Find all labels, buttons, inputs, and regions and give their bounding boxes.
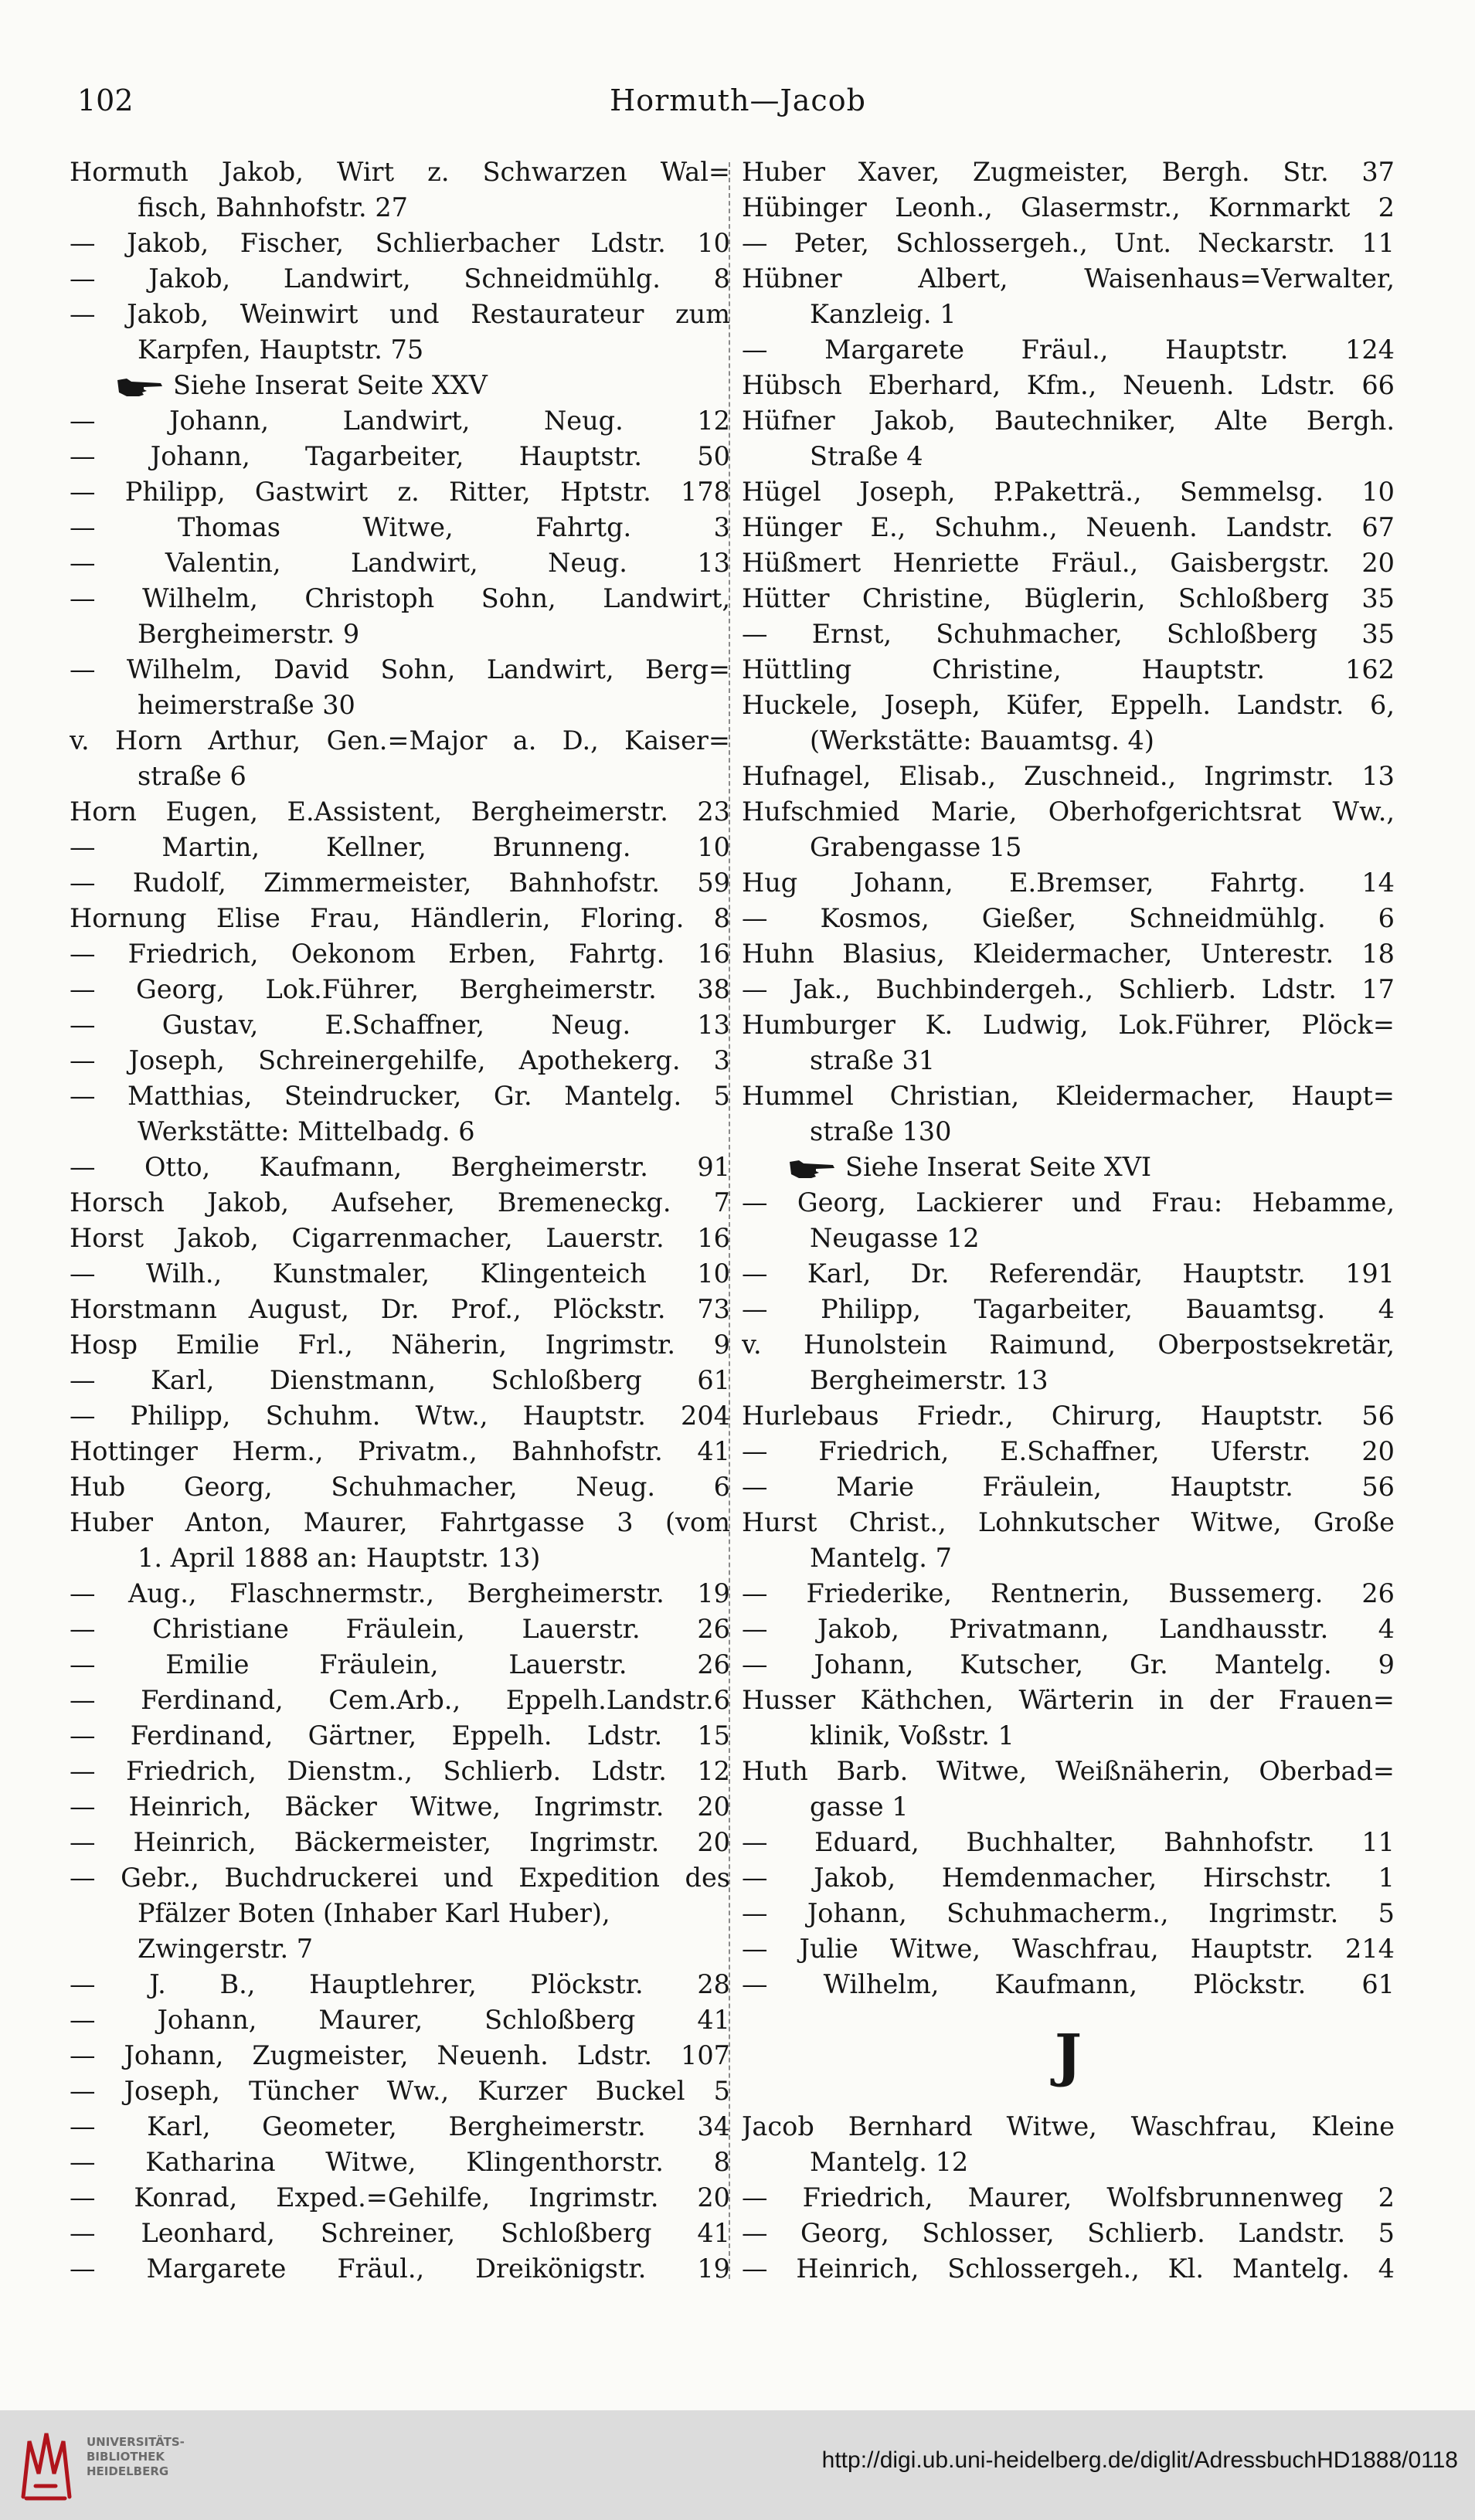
directory-entry: Hummel Christian, Kleidermacher, Haupt= [742, 1081, 1395, 1111]
directory-entry: Huber Anton, Maurer, Fahrtgasse 3 (vom [70, 1507, 730, 1537]
directory-entry: — Friedrich, E.Schaffner, Uferstr. 20 [742, 1436, 1395, 1466]
directory-entry: — Philipp, Schuhm. Wtw., Hauptstr. 204 [70, 1401, 730, 1431]
entry-continuation: straße 31 [810, 1045, 936, 1075]
directory-entry: — Marie Fräulein, Hauptstr. 56 [742, 1472, 1395, 1502]
entry-continuation: Zwingerstr. 7 [138, 1934, 314, 1964]
directory-entry: — Friedrich, Oekonom Erben, Fahrtg. 16 [70, 939, 730, 969]
directory-entry: — Wilh., Kunstmaler, Klingenteich 10 [70, 1258, 730, 1289]
column-divider [729, 162, 730, 2279]
directory-entry: Horn Eugen, E.Assistent, Bergheimerstr. 23 [70, 796, 730, 827]
directory-entry: Hügel Joseph, P.Paketträ., Semmelsg. 10 [742, 477, 1395, 507]
directory-entry: — Wilhelm, Kaufmann, Plöckstr. 61 [742, 1969, 1395, 1999]
directory-entry: Hütter Christine, Büglerin, Schloßberg 35 [742, 583, 1395, 613]
directory-entry: — Jakob, Landwirt, Schneidmühlg. 8 [70, 263, 730, 294]
directory-entry: — Thomas Witwe, Fahrtg. 3 [70, 512, 730, 542]
directory-entry: — Jak., Buchbindergeh., Schlierb. Ldstr. 17 [742, 974, 1395, 1004]
directory-entry: — Wilhelm, David Sohn, Landwirt, Berg= [70, 654, 730, 684]
directory-entry: — Leonhard, Schreiner, Schloßberg 41 [70, 2218, 730, 2248]
entry-continuation: fisch, Bahnhofstr. 27 [138, 192, 408, 222]
directory-entry: — J. B., Hauptlehrer, Plöckstr. 28 [70, 1969, 730, 1999]
directory-entry: — Karl, Geometer, Bergheimerstr. 34 [70, 2111, 730, 2141]
directory-entry: — Georg, Lackierer und Frau: Hebamme, [742, 1187, 1395, 1218]
directory-entry: Huber Xaver, Zugmeister, Bergh. Str. 37 [742, 157, 1395, 187]
entry-continuation: klinik, Voßstr. 1 [810, 1720, 1014, 1751]
advertisement-notice [70, 368, 730, 403]
entry-continuation: straße 130 [810, 1116, 952, 1146]
directory-entry: — Gebr., Buchdruckerei und Expedition des [70, 1863, 730, 1893]
directory-entry: — Georg, Schlosser, Schlierb. Landstr. 5 [742, 2218, 1395, 2248]
directory-entry: — Ferdinand, Cem.Arb., Eppelh.Landstr.6 [70, 1685, 730, 1715]
directory-entry: Hübner Albert, Waisenhaus=Verwalter, [742, 263, 1395, 294]
directory-entry: v. Hunolstein Raimund, Oberpostsekretär, [742, 1330, 1395, 1360]
directory-entry: Horst Jakob, Cigarrenmacher, Lauerstr. 16 [70, 1223, 730, 1253]
directory-entry: — Karl, Dr. Referendär, Hauptstr. 191 [742, 1258, 1395, 1289]
entry-continuation: Werkstätte: Mittelbadg. 6 [138, 1116, 475, 1146]
directory-entry: Jacob Bernhard Witwe, Waschfrau, Kleine [742, 2111, 1395, 2141]
directory-entry: Hüttling Christine, Hauptstr. 162 [742, 654, 1395, 684]
directory-entry: — Heinrich, Bäcker Witwe, Ingrimstr. 20 [70, 1792, 730, 1822]
directory-entry: Huhn Blasius, Kleidermacher, Unterestr. 18 [742, 939, 1395, 969]
directory-entry: — Johann, Zugmeister, Neuenh. Ldstr. 107 [70, 2040, 730, 2070]
entry-continuation: Neugasse 12 [810, 1223, 980, 1253]
entry-continuation: heimerstraße 30 [138, 690, 355, 720]
entry-continuation: Kanzleig. 1 [810, 299, 957, 329]
directory-entry: Hufschmied Marie, Oberhofgerichtsrat Ww., [742, 796, 1395, 827]
directory-entry: — Jakob, Weinwirt und Restaurateur zum [70, 299, 730, 329]
running-head: Hormuth—Jacob [610, 83, 866, 117]
page-number: 102 [77, 83, 134, 117]
directory-entry: Hurst Christ., Lohnkutscher Witwe, Große [742, 1507, 1395, 1537]
directory-entry: — Emilie Fräulein, Lauerstr. 26 [70, 1649, 730, 1679]
directory-entry: v. Horn Arthur, Gen.=Major a. D., Kaiser= [70, 725, 730, 756]
entry-continuation: gasse 1 [810, 1792, 909, 1822]
source-url-link[interactable]: http://digi.ub.uni-heidelberg.de/diglit/AdressbuchHD1888/0118 [821, 2447, 1458, 2473]
directory-entry: — Katharina Witwe, Klingenthorstr. 8 [70, 2147, 730, 2177]
directory-entry: — Peter, Schlossergeh., Unt. Neckarstr. 11 [742, 228, 1395, 258]
directory-entry: — Gustav, E.Schaffner, Neug. 13 [70, 1010, 730, 1040]
directory-entry: Hübinger Leonh., Glasermstr., Kornmarkt 2 [742, 192, 1395, 222]
directory-entry: Hufnagel, Elisab., Zuschneid., Ingrimstr. 13 [742, 761, 1395, 791]
directory-entry: — Johann, Kutscher, Gr. Mantelg. 9 [742, 1649, 1395, 1679]
entry-continuation: (Werkstätte: Bauamtsg. 4) [810, 725, 1154, 756]
entry-continuation: Grabengasse 15 [810, 832, 1022, 862]
directory-entry: Hornung Elise Frau, Händlerin, Floring. 8 [70, 903, 730, 933]
entry-continuation: Karpfen, Hauptstr. 75 [138, 335, 424, 365]
directory-entry: — Rudolf, Zimmermeister, Bahnhofstr. 59 [70, 868, 730, 898]
directory-entry: — Philipp, Gastwirt z. Ritter, Hptstr. 178 [70, 477, 730, 507]
directory-entry: — Kosmos, Gießer, Schneidmühlg. 6 [742, 903, 1395, 933]
directory-entry: Hünger E., Schuhm., Neuenh. Landstr. 67 [742, 512, 1395, 542]
directory-entry: — Christiane Fräulein, Lauerstr. 26 [70, 1614, 730, 1644]
directory-entry: — Johann, Tagarbeiter, Hauptstr. 50 [70, 441, 730, 471]
pointing-hand-icon [788, 1157, 836, 1180]
entry-continuation: Straße 4 [810, 441, 923, 471]
directory-entry: — Joseph, Schreinergehilfe, Apothekerg. 3 [70, 1045, 730, 1075]
directory-entry: — Ferdinand, Gärtner, Eppelh. Ldstr. 15 [70, 1720, 730, 1751]
directory-entry: — Konrad, Exped.=Gehilfe, Ingrimstr. 20 [70, 2182, 730, 2213]
entry-continuation: Bergheimerstr. 13 [810, 1365, 1048, 1395]
directory-entry: Hübsch Eberhard, Kfm., Neuenh. Ldstr. 66 [742, 370, 1395, 400]
entry-continuation: straße 6 [138, 761, 246, 791]
directory-entry: Hosp Emilie Frl., Näherin, Ingrimstr. 9 [70, 1330, 730, 1360]
directory-entry: Horsch Jakob, Aufseher, Bremeneckg. 7 [70, 1187, 730, 1218]
directory-entry: — Margarete Fräul., Hauptstr. 124 [742, 335, 1395, 365]
directory-entry: Huckele, Joseph, Küfer, Eppelh. Landstr. 6, [742, 690, 1395, 720]
directory-entry: — Friedrich, Maurer, Wolfsbrunnenweg 2 [742, 2182, 1395, 2213]
advertisement-notice [742, 1150, 1395, 1185]
directory-entry: — Margarete Fräul., Dreikönigstr. 19 [70, 2253, 730, 2284]
directory-entry: — Wilhelm, Christoph Sohn, Landwirt, [70, 583, 730, 613]
directory-entry: — Otto, Kaufmann, Bergheimerstr. 91 [70, 1152, 730, 1182]
directory-entry: — Friederike, Rentnerin, Bussemerg. 26 [742, 1578, 1395, 1608]
notice-text: Siehe Inserat Seite XVI [845, 1152, 1152, 1182]
pointing-hand-icon [116, 375, 164, 399]
library-name[interactable] [87, 2435, 185, 2479]
directory-entry: Hüßmert Henriette Fräul., Gaisbergstr. 20 [742, 548, 1395, 578]
directory-entry: — Aug., Flaschnermstr., Bergheimerstr. 19 [70, 1578, 730, 1608]
directory-entry: — Ernst, Schuhmacher, Schloßberg 35 [742, 619, 1395, 649]
directory-entry: Horstmann August, Dr. Prof., Plöckstr. 73 [70, 1294, 730, 1324]
entry-continuation: 1. April 1888 an: Hauptstr. 13) [138, 1543, 541, 1573]
directory-entry: Husser Käthchen, Wärterin in der Frauen= [742, 1685, 1395, 1715]
university-seal-icon[interactable] [15, 2427, 76, 2503]
notice-text: Siehe Inserat Seite XXV [173, 370, 488, 400]
page-header [46, 77, 1429, 124]
directory-entry: — Matthias, Steindrucker, Gr. Mantelg. 5 [70, 1081, 730, 1111]
directory-entry: — Jakob, Hemdenmacher, Hirschstr. 1 [742, 1863, 1395, 1893]
directory-entry: — Karl, Dienstmann, Schloßberg 61 [70, 1365, 730, 1395]
directory-entry: — Johann, Landwirt, Neug. 12 [70, 406, 730, 436]
entry-continuation: Mantelg. 7 [810, 1543, 952, 1573]
library-name-line: UNIVERSITÄTS- [87, 2435, 185, 2449]
directory-entry: Humburger K. Ludwig, Lok.Führer, Plöck= [742, 1010, 1395, 1040]
directory-entry: — Joseph, Tüncher Ww., Kurzer Buckel 5 [70, 2076, 730, 2106]
library-name-line: BIBLIOTHEK [87, 2450, 165, 2464]
section-letter [742, 2002, 1395, 2109]
directory-entry: — Eduard, Buchhalter, Bahnhofstr. 11 [742, 1827, 1395, 1857]
directory-entry: — Jakob, Privatmann, Landhausstr. 4 [742, 1614, 1395, 1644]
directory-entry: Hottinger Herm., Privatm., Bahnhofstr. 41 [70, 1436, 730, 1466]
directory-entry: — Jakob, Fischer, Schlierbacher Ldstr. 10 [70, 228, 730, 258]
entry-continuation: Bergheimerstr. 9 [138, 619, 360, 649]
directory-entry: — Friedrich, Dienstm., Schlierb. Ldstr. 12 [70, 1756, 730, 1786]
directory-entry: Hurlebaus Friedr., Chirurg, Hauptstr. 56 [742, 1401, 1395, 1431]
directory-entry: — Johann, Schuhmacherm., Ingrimstr. 5 [742, 1898, 1395, 1928]
directory-entry: — Philipp, Tagarbeiter, Bauamtsg. 4 [742, 1294, 1395, 1324]
directory-entry: — Heinrich, Bäckermeister, Ingrimstr. 20 [70, 1827, 730, 1857]
right-column [742, 155, 1395, 2287]
library-name-line: HEIDELBERG [87, 2464, 169, 2478]
directory-entry: — Martin, Kellner, Brunneng. 10 [70, 832, 730, 862]
directory-entry: Hug Johann, E.Bremser, Fahrtg. 14 [742, 868, 1395, 898]
directory-entry: — Georg, Lok.Führer, Bergheimerstr. 38 [70, 974, 730, 1004]
directory-entry: Hub Georg, Schuhmacher, Neug. 6 [70, 1472, 730, 1502]
left-column [70, 155, 730, 2287]
directory-entry: — Heinrich, Schlossergeh., Kl. Mantelg. 4 [742, 2253, 1395, 2284]
footer-bar [0, 2410, 1475, 2520]
entry-continuation: Pfälzer Boten (Inhaber Karl Huber), [138, 1898, 610, 1928]
directory-entry: Huth Barb. Witwe, Weißnäherin, Oberbad= [742, 1756, 1395, 1786]
directory-entry: Hüfner Jakob, Bautechniker, Alte Bergh. [742, 406, 1395, 436]
entry-continuation: Mantelg. 12 [810, 2147, 969, 2177]
directory-entry: Hormuth Jakob, Wirt z. Schwarzen Wal= [70, 157, 730, 187]
directory-entry: — Valentin, Landwirt, Neug. 13 [70, 548, 730, 578]
section-letter-text: J [1054, 2022, 1082, 2089]
directory-entry: — Julie Witwe, Waschfrau, Hauptstr. 214 [742, 1934, 1395, 1964]
directory-entry: — Johann, Maurer, Schloßberg 41 [70, 2005, 730, 2035]
